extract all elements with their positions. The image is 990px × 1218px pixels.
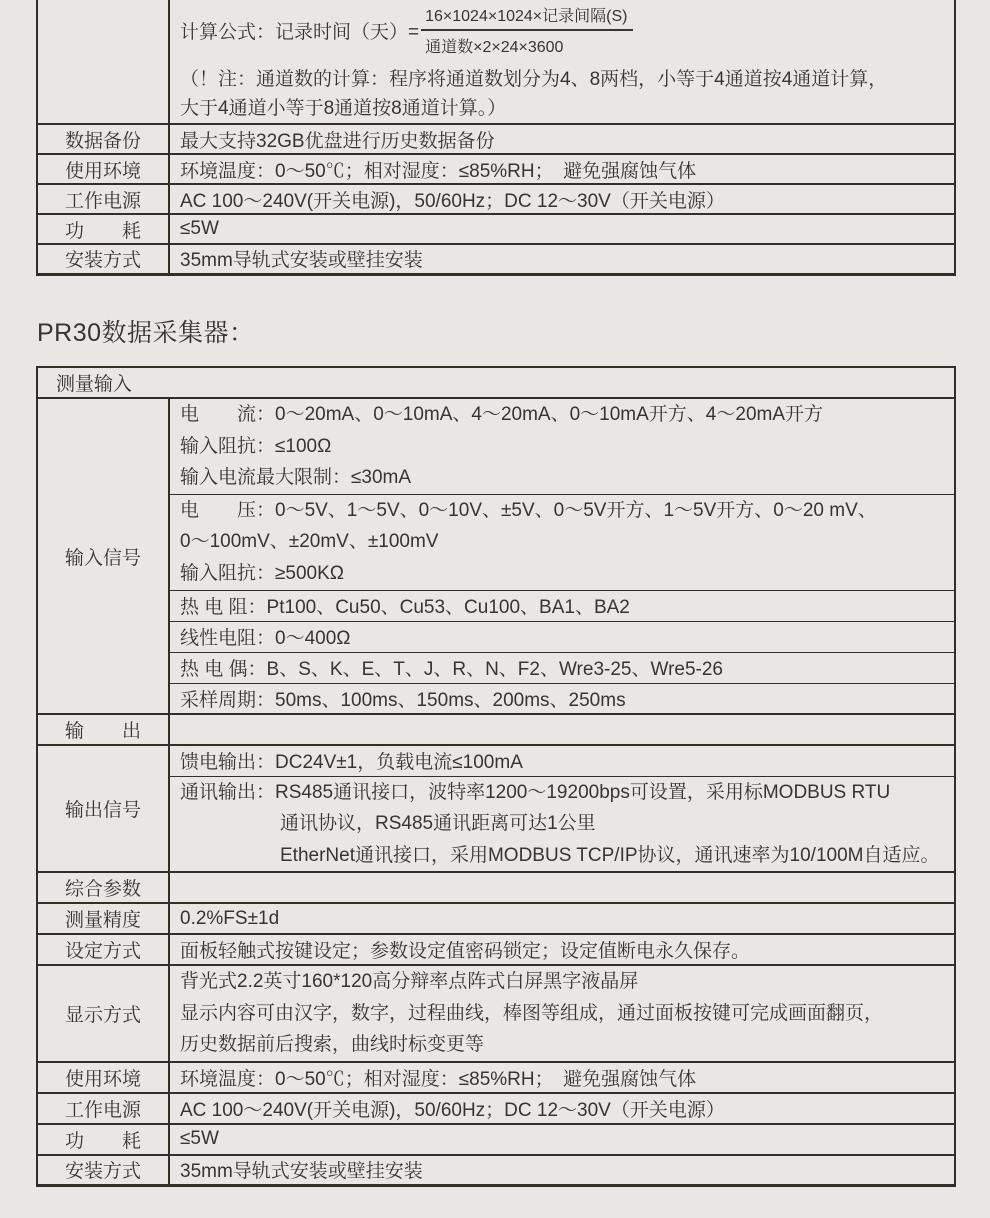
note-line: （！注：通道数的计算：程序将通道数划分为4、8两档，小等于4通道按4通道计算， <box>180 69 888 90</box>
table-row <box>37 1093 955 1124</box>
spec-line: EtherNet通讯接口，采用MODBUS TCP/IP协议，通讯速率为10/100M自适应。 <box>280 844 940 866</box>
table-row <box>37 714 955 745</box>
row-label: 功 耗 <box>37 214 169 244</box>
section-title: PR30数据采集器： <box>37 319 255 347</box>
row-label: 功 耗 <box>37 1124 169 1155</box>
voltage-spec-cell <box>169 494 955 590</box>
row-value: ≤5W <box>169 1124 955 1155</box>
record-time-formula <box>180 6 948 54</box>
spec-line: 电 压：0～5V、1～5V、0～10V、±5V、0～5V开方、1～5V开方、0～20 mV、 <box>180 499 877 521</box>
table-row <box>37 965 955 1062</box>
display-spec-cell <box>169 965 955 1062</box>
table-row <box>37 184 955 214</box>
table-row <box>37 1062 955 1093</box>
table-row <box>37 1155 955 1186</box>
table-row <box>37 776 955 872</box>
row-label: 安装方式 <box>37 244 169 274</box>
table-row <box>37 903 955 934</box>
table-row <box>37 154 955 184</box>
thermocouple-cell: 热 电 偶：B、S、K、E、T、J、R、N、F2、Wre3-25、Wre5-26 <box>169 652 955 683</box>
row-label: 综合参数 <box>37 872 169 903</box>
row-label: 使用环境 <box>37 154 169 184</box>
empty-label-cell <box>37 0 169 124</box>
top-spec-table <box>36 0 956 276</box>
row-label: 显示方式 <box>37 965 169 1062</box>
row-label: 输 出 <box>37 714 169 745</box>
row-value: 环境温度：0～50℃；相对湿度：≤85%RH； 避免强腐蚀气体 <box>169 1062 955 1093</box>
comm-output-cell <box>169 776 955 872</box>
table-row <box>37 494 955 590</box>
spec-line: 0～100mV、±20mV、±100mV <box>180 531 439 553</box>
feed-output-cell: 馈电输出：DC24V±1，负载电流≤100mA <box>169 745 955 776</box>
current-spec-cell <box>169 398 955 494</box>
formula-row <box>37 0 955 124</box>
spec-line: 输入电流最大限制：≤30mA <box>180 467 412 488</box>
fraction <box>421 3 633 57</box>
row-label: 工作电源 <box>37 184 169 214</box>
row-value: 最大支持32GB优盘进行历史数据备份 <box>169 124 955 154</box>
table-row <box>37 214 955 244</box>
spec-line: 背光式2.2英寸160*120高分辩率点阵式白屏黑字液晶屏 <box>180 971 639 992</box>
row-label: 输入信号 <box>37 398 169 714</box>
spec-line: 输入阻抗：≥500KΩ <box>180 562 345 584</box>
linear-resistance-cell: 线性电阻：0～400Ω <box>169 621 955 652</box>
row-label: 输出信号 <box>37 745 169 872</box>
row-value: 35mm导轨式安装或壁挂安装 <box>169 244 955 274</box>
table-row <box>37 683 955 714</box>
row-value: 面板轻触式按键设定；参数设定值密码锁定；设定值断电永久保存。 <box>169 934 955 965</box>
row-label: 使用环境 <box>37 1062 169 1093</box>
row-label: 设定方式 <box>37 934 169 965</box>
pr30-spec-table <box>36 366 956 1187</box>
formula-cell <box>169 0 955 124</box>
spec-line: 电 流：0～20mA、0～10mA、4～20mA、0～10mA开方、4～20mA开方 <box>180 404 824 425</box>
empty-value-cell <box>169 872 955 903</box>
row-label: 数据备份 <box>37 124 169 154</box>
row-value: 0.2%FS±1d <box>169 903 955 934</box>
row-value: 环境温度：0～50℃；相对湿度：≤85%RH； 避免强腐蚀气体 <box>169 154 955 184</box>
row-value: AC 100～240V(开关电源)，50/60Hz；DC 12～30V（开关电源） <box>169 1093 955 1124</box>
spec-line: 通讯协议，RS485通讯距离可达1公里 <box>280 813 596 834</box>
table-row <box>37 934 955 965</box>
empty-value-cell <box>169 714 955 745</box>
section-header-cell: 测量输入 <box>37 367 955 398</box>
table-row <box>37 872 955 903</box>
table-row <box>37 1124 955 1155</box>
table-row <box>37 244 955 274</box>
table-row <box>37 590 955 621</box>
spec-line: 历史数据前后搜索，曲线时标变更等 <box>180 1034 485 1055</box>
table-row <box>37 652 955 683</box>
table-row <box>37 367 955 398</box>
spec-line: 输入阻抗：≤100Ω <box>180 435 332 457</box>
channel-count-note <box>180 65 948 123</box>
row-label: 安装方式 <box>37 1155 169 1186</box>
note-line: 大于4通道小等于8通道按8通道计算。） <box>180 98 507 119</box>
table-row <box>37 745 955 776</box>
formula-prefix: 计算公式：记录时间（天）= <box>180 21 420 43</box>
fraction-numerator: 16×1024×1024×记录间隔(S) <box>421 3 633 31</box>
spec-line: 显示内容可由汉字，数字，过程曲线，棒图等组成，通过面板按键可完成画面翻页， <box>180 1002 884 1024</box>
fraction-denominator: 通道数×2×24×3600 <box>425 39 564 56</box>
row-label: 工作电源 <box>37 1093 169 1124</box>
row-label: 测量精度 <box>37 903 169 934</box>
table-row <box>37 398 955 494</box>
sampling-period-cell: 采样周期：50ms、100ms、150ms、200ms、250ms <box>169 683 955 714</box>
table-row <box>37 124 955 154</box>
row-value: AC 100～240V(开关电源)，50/60Hz；DC 12～30V（开关电源） <box>169 184 955 214</box>
row-value: ≤5W <box>169 214 955 244</box>
rtd-spec-cell: 热 电 阻：Pt100、Cu50、Cu53、Cu100、BA1、BA2 <box>169 590 955 621</box>
spec-line: 通讯输出：RS485通讯接口，波特率1200～19200bps可设置，采用标MODBUS RTU <box>180 781 891 803</box>
row-value: 35mm导轨式安装或壁挂安装 <box>169 1155 955 1186</box>
table-row <box>37 621 955 652</box>
